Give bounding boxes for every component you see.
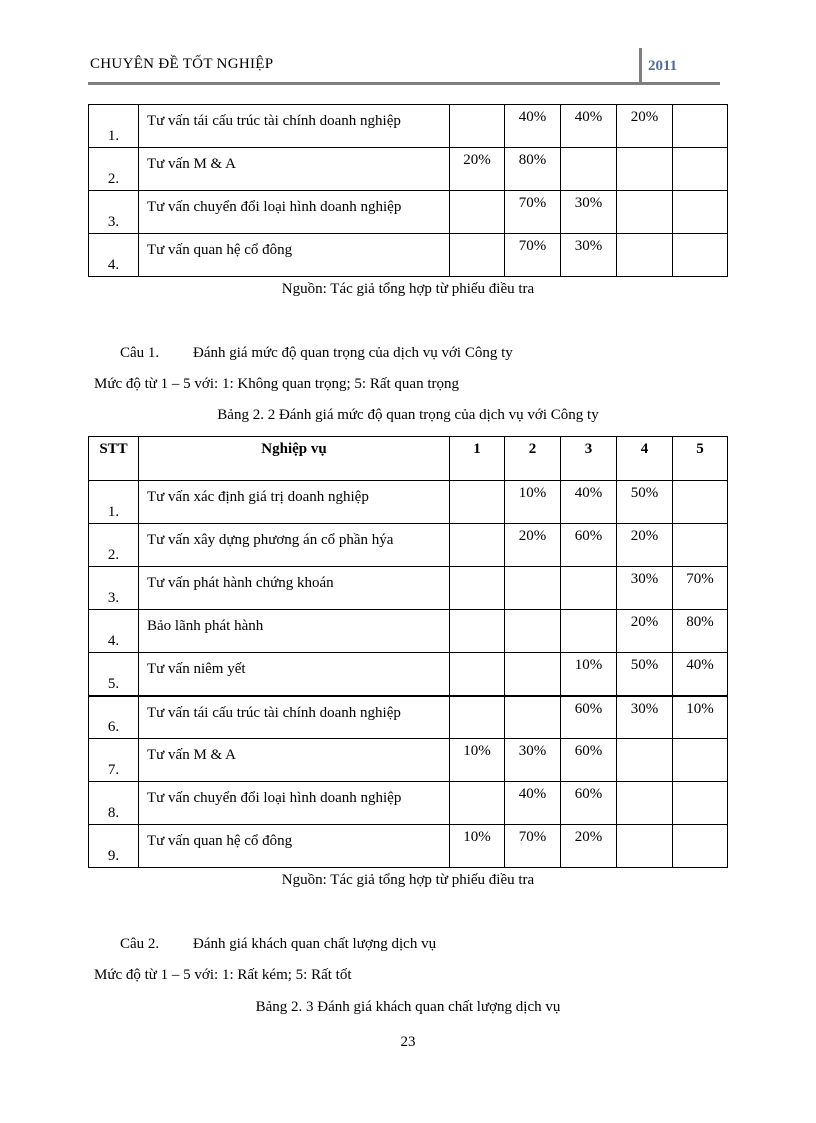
table-row (89, 696, 728, 739)
row-number: 1. (89, 105, 139, 148)
rating-cell-level-1 (450, 191, 505, 234)
rating-cell-level-1 (450, 782, 505, 825)
page-number: 23 (400, 1034, 416, 1050)
column-header-level-3: 3 (561, 437, 617, 481)
rating-cell-level-2: 70% (505, 191, 561, 234)
table-row (89, 653, 728, 696)
table-row (89, 234, 728, 277)
table-caption-2-3: Bảng 2. 3 Đánh giá khách quan chất lượng dịch vụ (255, 999, 561, 1015)
rating-cell-level-1 (450, 105, 505, 148)
column-header-stt: STT (89, 437, 139, 481)
rating-cell-level-5 (673, 782, 728, 825)
row-number: 3. (89, 191, 139, 234)
rating-cell-level-1 (450, 567, 505, 610)
column-header-level-4: 4 (617, 437, 673, 481)
table-caption-2-2: Bảng 2. 2 Đánh giá mức độ quan trọng của dịch vụ với Công ty (217, 407, 599, 423)
rating-cell-level-5 (673, 825, 728, 868)
rating-cell-level-4 (617, 825, 673, 868)
column-header-level-1: 1 (450, 437, 505, 481)
rating-cell-level-5: 70% (673, 567, 728, 610)
rating-cell-level-2: 10% (505, 481, 561, 524)
table-row (89, 105, 728, 148)
rating-cell-level-5 (673, 234, 728, 277)
service-name: Tư vấn chuyển đổi loại hình doanh nghiệp (139, 191, 450, 234)
column-header-level-5: 5 (673, 437, 728, 481)
service-name: Tư vấn M & A (139, 148, 450, 191)
table-continued (88, 104, 728, 277)
rating-cell-level-4 (617, 234, 673, 277)
rating-cell-level-3: 60% (561, 739, 617, 782)
row-number: 7. (89, 739, 139, 782)
row-number: 2. (89, 524, 139, 567)
rating-cell-level-3: 10% (561, 653, 617, 696)
service-name: Tư vấn M & A (139, 739, 450, 782)
rating-cell-level-1 (450, 481, 505, 524)
rating-cell-level-1 (450, 610, 505, 653)
rating-cell-level-4: 20% (617, 610, 673, 653)
header-rule (88, 82, 720, 85)
rating-cell-level-1: 20% (450, 148, 505, 191)
rating-cell-level-3: 30% (561, 234, 617, 277)
running-header-title: CHUYÊN ĐỀ TỐT NGHIỆP (90, 56, 274, 72)
rating-cell-level-2: 40% (505, 782, 561, 825)
table-source-note-1: Nguồn: Tác giả tổng hợp từ phiếu điều tra (281, 281, 535, 297)
rating-cell-level-4 (617, 148, 673, 191)
question-text-2: Đánh giá khách quan chất lượng dịch vụ (193, 936, 437, 952)
table-row (89, 567, 728, 610)
service-name: Tư vấn tái cấu trúc tài chính doanh nghiệp (139, 105, 450, 148)
row-number: 9. (89, 825, 139, 868)
rating-scale-1: Mức độ từ 1 – 5 với: 1: Không quan trọng; 5: Rất quan trọng (94, 376, 459, 392)
service-name: Bảo lãnh phát hành (139, 610, 450, 653)
rating-cell-level-1 (450, 696, 505, 739)
question-text-1: Đánh giá mức độ quan trọng của dịch vụ với Công ty (193, 345, 513, 361)
rating-cell-level-4: 50% (617, 653, 673, 696)
rating-cell-level-5: 80% (673, 610, 728, 653)
rating-cell-level-3 (561, 567, 617, 610)
row-number: 3. (89, 567, 139, 610)
row-number: 8. (89, 782, 139, 825)
row-number: 6. (89, 696, 139, 739)
rating-cell-level-2 (505, 567, 561, 610)
row-number: 1. (89, 481, 139, 524)
rating-cell-level-2 (505, 653, 561, 696)
rating-cell-level-4 (617, 739, 673, 782)
table-row (89, 148, 728, 191)
rating-cell-level-3: 30% (561, 191, 617, 234)
rating-cell-level-1: 10% (450, 825, 505, 868)
rating-cell-level-4: 20% (617, 524, 673, 567)
row-number: 4. (89, 610, 139, 653)
rating-cell-level-2 (505, 610, 561, 653)
service-name: Tư vấn quan hệ cổ đông (139, 234, 450, 277)
service-name: Tư vấn xây dựng phương án cổ phần hýa (139, 524, 450, 567)
service-name: Tư vấn quan hệ cổ đông (139, 825, 450, 868)
rating-cell-level-2: 70% (505, 234, 561, 277)
service-name: Tư vấn niêm yết (139, 653, 450, 696)
rating-cell-level-3: 40% (561, 481, 617, 524)
rating-cell-level-2: 70% (505, 825, 561, 868)
rating-cell-level-4 (617, 782, 673, 825)
rating-cell-level-4: 30% (617, 567, 673, 610)
rating-cell-level-5 (673, 481, 728, 524)
table-row (89, 524, 728, 567)
table-row (89, 825, 728, 868)
rating-cell-level-5: 40% (673, 653, 728, 696)
column-header-level-2: 2 (505, 437, 561, 481)
row-number: 4. (89, 234, 139, 277)
rating-cell-level-1 (450, 524, 505, 567)
table-source-note-2: Nguồn: Tác giả tổng hợp từ phiếu điều tra (281, 872, 535, 888)
rating-cell-level-1 (450, 653, 505, 696)
table-row (89, 739, 728, 782)
rating-cell-level-4: 50% (617, 481, 673, 524)
rating-cell-level-2: 80% (505, 148, 561, 191)
question-number-1: Câu 1. (120, 345, 160, 361)
rating-cell-level-2: 40% (505, 105, 561, 148)
importance-rating-table (88, 436, 728, 868)
rating-cell-level-1 (450, 234, 505, 277)
column-header-service: Nghiệp vụ (139, 437, 450, 481)
rating-cell-level-3: 60% (561, 782, 617, 825)
rating-cell-level-4: 30% (617, 696, 673, 739)
rating-cell-level-5 (673, 105, 728, 148)
rating-cell-level-3 (561, 610, 617, 653)
rating-cell-level-2: 20% (505, 524, 561, 567)
table-row (89, 481, 728, 524)
rating-cell-level-4: 20% (617, 105, 673, 148)
table-row (89, 610, 728, 653)
rating-cell-level-5 (673, 739, 728, 782)
rating-cell-level-3: 40% (561, 105, 617, 148)
service-name: Tư vấn xác định giá trị doanh nghiệp (139, 481, 450, 524)
rating-cell-level-3: 60% (561, 524, 617, 567)
rating-cell-level-5 (673, 191, 728, 234)
running-header-year: 2011 (648, 58, 678, 74)
rating-cell-level-5: 10% (673, 696, 728, 739)
rating-cell-level-4 (617, 191, 673, 234)
service-name: Tư vấn phát hành chứng khoán (139, 567, 450, 610)
service-name: Tư vấn tái cấu trúc tài chính doanh nghiệp (139, 696, 450, 739)
table-row (89, 191, 728, 234)
rating-cell-level-1: 10% (450, 739, 505, 782)
row-number: 2. (89, 148, 139, 191)
row-number: 5. (89, 653, 139, 696)
rating-scale-2: Mức độ từ 1 – 5 với: 1: Rất kém; 5: Rất tốt (94, 967, 352, 983)
rating-cell-level-2 (505, 696, 561, 739)
rating-cell-level-5 (673, 524, 728, 567)
rating-cell-level-3 (561, 148, 617, 191)
rating-cell-level-5 (673, 148, 728, 191)
table-row (89, 782, 728, 825)
service-name: Tư vấn chuyển đổi loại hình doanh nghiệp (139, 782, 450, 825)
question-number-2: Câu 2. (120, 936, 160, 952)
rating-cell-level-3: 20% (561, 825, 617, 868)
rating-cell-level-2: 30% (505, 739, 561, 782)
header-divider (639, 48, 642, 84)
rating-cell-level-3: 60% (561, 696, 617, 739)
